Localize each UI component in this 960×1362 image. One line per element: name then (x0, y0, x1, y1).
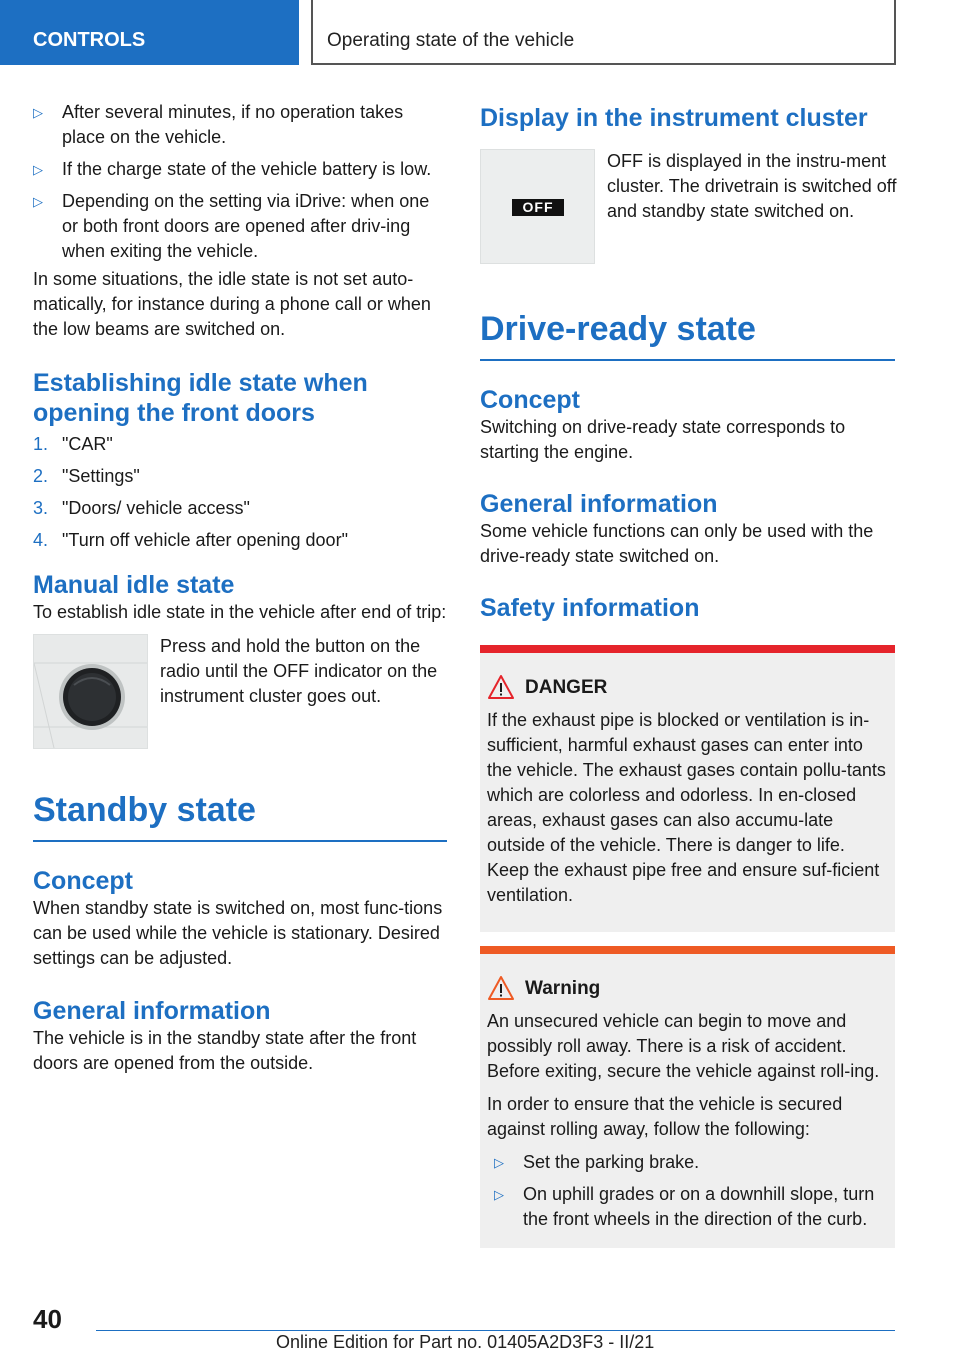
standby-general-text: The vehicle is in the standby state after the front doors are opened from the outside. (33, 1028, 417, 1073)
display-heading: Display in the instrument cluster (480, 104, 868, 132)
off-display-caption: OFF is displayed in the instru-ment cluster. The drivetrain is switched off and standby state switched on. (607, 151, 897, 221)
list-item: 1. "CAR" (33, 434, 113, 454)
drive-ready-heading: Drive-ready state (480, 309, 895, 361)
list-item: ▷ After several minutes, if no operation takes place on the vehicle. (33, 102, 404, 147)
danger-title: DANGER (487, 675, 888, 700)
warning-triangle-icon (487, 975, 515, 1001)
idle-note: In some situations, the idle state is not set auto-matically, for instance during a phone call or when the low beams are switched on. (33, 269, 431, 339)
standby-concept-heading: Concept (33, 867, 133, 895)
right-column (480, 100, 895, 1248)
list-item: ▷ Depending on the setting via iDrive: when one or both front doors are opened after driv-ing when exiting the vehicle. (33, 191, 430, 261)
settings-steps (33, 432, 447, 553)
warning-callout (480, 946, 895, 1248)
list-item: ▷ Set the parking brake. (494, 1150, 888, 1175)
danger-callout (480, 645, 895, 932)
warning-title: Warning (487, 976, 888, 1001)
triangle-bullet-icon: ▷ (33, 162, 43, 177)
page-number: 40 (33, 1304, 62, 1334)
list-item: 3. "Doors/ vehicle access" (33, 498, 250, 518)
page-header-title: Operating state of the vehicle (327, 30, 575, 51)
radio-button-figure (33, 634, 447, 752)
section-tab[interactable] (0, 0, 299, 65)
list-item: ▷ If the charge state of the vehicle battery is low. (33, 157, 447, 182)
manual-idle-intro: To establish idle state in the vehicle after end of trip: (33, 602, 447, 622)
manual-idle-heading: Manual idle state (33, 571, 235, 599)
left-column (33, 100, 447, 1076)
list-item: 2. "Settings" (33, 466, 140, 486)
footer-divider (96, 1330, 895, 1331)
standby-concept-text: When standby state is switched on, most func-tions can be used while the vehicle is stationary. Desired settings can be adjusted. (33, 898, 443, 968)
drive-ready-concept-heading: Concept (480, 386, 580, 414)
idle-conditions-list (33, 100, 447, 264)
list-item: 4. "Turn off vehicle after opening door" (33, 530, 348, 550)
radio-button-caption: Press and hold the button on the radio until the OFF indicator on the instrument cluster goes out. (160, 636, 438, 706)
section-label: CONTROLS (33, 29, 146, 51)
warning-text-1: An unsecured vehicle can begin to move and possibly roll away. There is a risk of accident. Before exiting, secure the vehicle against roll-ing. (487, 1011, 880, 1081)
standby-general-heading: General information (33, 997, 271, 1025)
drive-ready-general-heading: General information (480, 490, 718, 518)
drive-ready-concept-text: Switching on drive-ready state corresponds to starting the engine. (480, 417, 846, 462)
off-display-figure (480, 149, 895, 267)
off-display-image (480, 149, 595, 264)
page-header (311, 0, 896, 65)
establishing-heading: Establishing idle state when opening the front doors (33, 369, 368, 427)
triangle-bullet-icon: ▷ (33, 194, 43, 209)
triangle-bullet-icon: ▷ (494, 1187, 504, 1202)
list-item: ▷ On uphill grades or on a downhill slope, turn the front wheels in the direction of the curb. (494, 1184, 875, 1229)
warning-steps (494, 1150, 888, 1232)
radio-knob-icon (34, 635, 147, 748)
warning-triangle-icon (487, 674, 515, 700)
off-badge: OFF (512, 199, 564, 216)
standby-heading: Standby state (33, 790, 447, 842)
triangle-bullet-icon: ▷ (494, 1155, 504, 1170)
danger-text: If the exhaust pipe is blocked or ventilation is in-sufficient, harmful exhaust gases can enter into the vehicle. The exhaust gases contain pollu-tants which are colorless and odorless. In en-closed areas, exhaust gases can also accumu-late outside of the vehicle. There is danger to life. Keep the exhaust pipe free and ensure suf-ficient ventilation. (487, 710, 886, 905)
triangle-bullet-icon: ▷ (33, 105, 43, 120)
safety-heading: Safety information (480, 594, 700, 622)
warning-text-2: In order to ensure that the vehicle is secured against rolling away, follow the following: (487, 1094, 843, 1139)
footer-edition: Online Edition for Part no. 01405A2D3F3 - II/21 (276, 1332, 655, 1352)
radio-button-image (33, 634, 148, 749)
drive-ready-general-text: Some vehicle functions can only be used with the drive-ready state switched on. (480, 521, 874, 566)
